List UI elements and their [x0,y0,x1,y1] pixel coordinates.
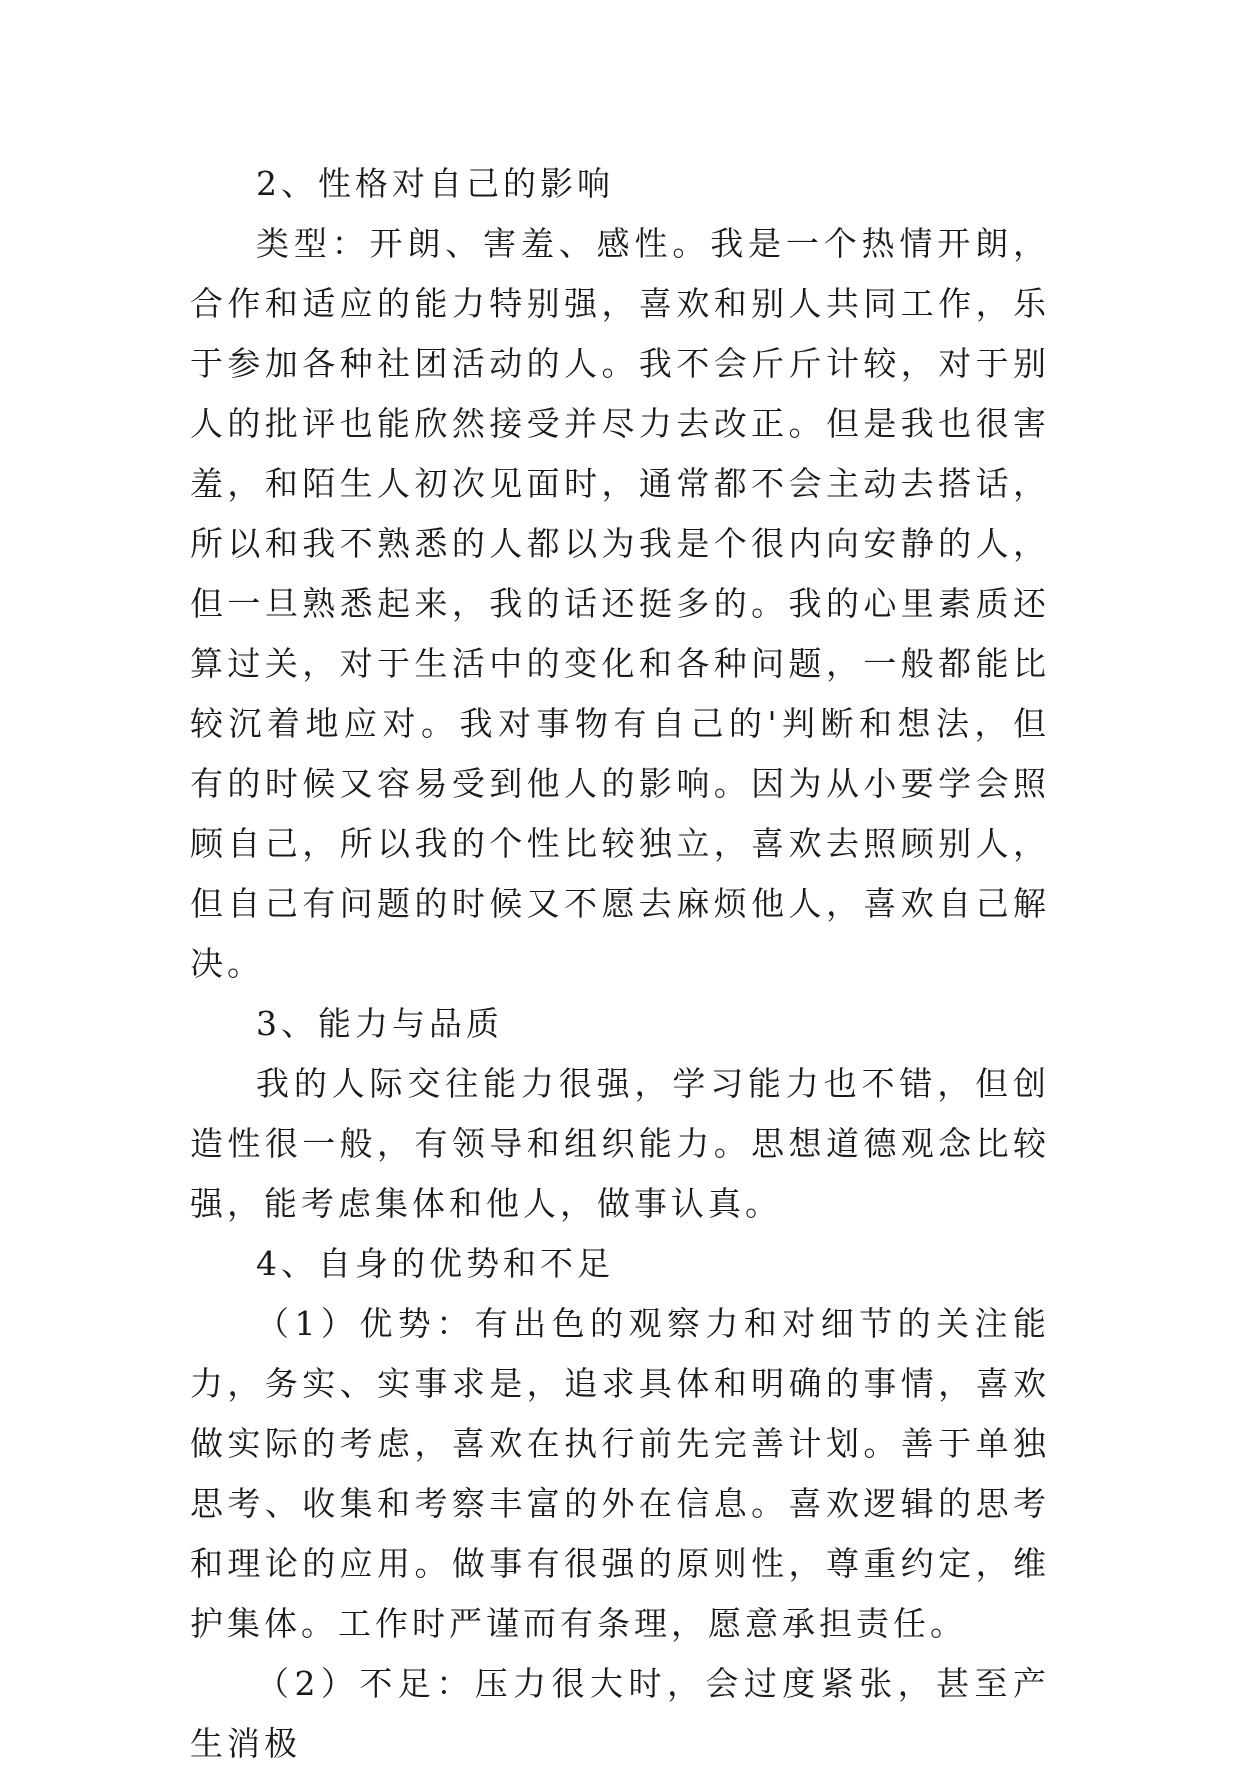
document-body [190,154,1050,1774]
paragraph-strengths: （1）优势：有出色的观察力和对细节的关注能力，务实、实事求是，追求具体和明确的事情，喜欢做实际的考虑，喜欢在执行前先完善计划。善于单独思考、收集和考察丰富的外在信息。喜欢逻辑的思考和理论的应用。做事有很强的原则性，尊重约定，维护集体。工作时严谨而有条理，愿意承担责任。 [190,1304,1050,1643]
section-heading-strengths-weaknesses: 4、自身的优势和不足 [256,1244,614,1283]
section-heading-personality: 2、性格对自己的影响 [256,164,614,203]
paragraph-ability: 我的人际交往能力很强，学习能力也不错，但创造性很一般，有领导和组织能力。思想道德观念比较强，能考虑集体和他人，做事认真。 [190,1064,1050,1223]
paragraph-weaknesses: （2）不足：压力很大时，会过度紧张，甚至产生消极 [190,1664,1050,1763]
paragraph-personality-type: 类型：开朗、害羞、感性。我是一个热情开朗，合作和适应的能力特别强，喜欢和别人共同工作，乐于参加各种社团活动的人。我不会斤斤计较，对于别人的批评也能欣然接受并尽力去改正。但是我也很害羞，和陌生人初次见面时，通常都不会主动去搭话，所以和我不熟悉的人都以为我是个很内向安静的人，但一旦熟悉起来，我的话还挺多的。我的心里素质还算过关，对于生活中的变化和各种问题，一般都能比较沉着地应对。我对事物有自己的'判断和想法，但有的时候又容易受到他人的影响。因为从小要学会照顾自己，所以我的个性比较独立，喜欢去照顾别人，但自己有问题的时候又不愿去麻烦他人，喜欢自己解决。 [190,224,1050,983]
section-heading-ability: 3、能力与品质 [256,1004,503,1043]
